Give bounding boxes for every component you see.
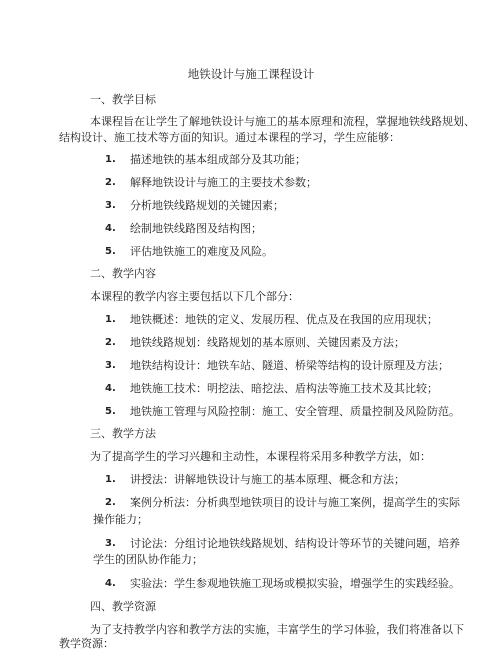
section-heading-content: 二、教学内容 [90, 267, 156, 280]
list-item-number: 3. [105, 538, 116, 549]
paragraph-line: 本课程的教学内容主要包括以下几个部分： [90, 290, 299, 303]
list-item: 讲授法：讲解地铁设计与施工的基本原理、概念和方法； [130, 473, 405, 486]
list-item: 地铁结构设计：地铁车站、隧道、桥梁等结构的设计原理及方法； [130, 359, 449, 372]
list-item-continuation: 学生的团队协作能力； [93, 553, 203, 566]
list-item: 地铁线路规划：线路规划的基本原则、关键因素及方法； [130, 336, 405, 349]
list-item: 分析地铁线路规划的关键因素； [130, 199, 284, 212]
paragraph-line: 为了支持教学内容和教学方法的实施，丰富学生的学习体验，我们将准备以下 [90, 623, 464, 636]
paragraph-line: 结构设计、施工技术等方面的知识。通过本课程的学习，学生应能够： [59, 131, 400, 144]
list-item: 评估地铁施工的难度及风险。 [130, 245, 273, 258]
list-item-number: 2. [105, 497, 116, 508]
list-item-number: 3. [105, 360, 116, 371]
list-item: 案例分析法：分析典型地铁项目的设计与施工案例，提高学生的实际 [130, 496, 460, 509]
list-item: 地铁施工技术：明挖法、暗挖法、盾构法等施工技术及其比较； [130, 382, 438, 395]
section-heading-objectives: 一、教学目标 [90, 93, 156, 106]
list-item-number: 1. [105, 154, 116, 165]
list-item-number: 2. [105, 177, 116, 188]
document-title: 地铁设计与施工课程设计 [187, 67, 315, 81]
list-item-continuation: 操作能力； [93, 513, 148, 526]
list-item: 描述地铁的基本组成部分及其功能； [130, 153, 306, 166]
list-item: 解释地铁设计与施工的主要技术参数； [130, 176, 317, 189]
section-heading-resources: 四、教学资源 [90, 600, 156, 613]
list-item-number: 1. [105, 474, 116, 485]
list-item-number: 5. [105, 246, 116, 257]
list-item: 地铁概述：地铁的定义、发展历程、优点及在我国的应用现状； [130, 313, 438, 326]
paragraph-line: 教学资源： [59, 637, 114, 650]
list-item: 讨论法：分组讨论地铁线路规划、结构设计等环节的关键问题，培养 [130, 537, 460, 550]
list-item-number: 4. [105, 578, 116, 589]
section-heading-methods: 三、教学方法 [90, 427, 156, 440]
paragraph-line: 为了提高学生的学习兴趣和主动性，本课程将采用多种教学方法，如： [90, 450, 431, 463]
list-item: 绘制地铁线路图及结构图； [130, 222, 262, 235]
list-item-number: 4. [105, 383, 116, 394]
paragraph-line: 本课程旨在让学生了解地铁设计与施工的基本原理和流程，掌握地铁线路规划、 [90, 115, 475, 128]
list-item: 地铁施工管理与风险控制：施工、安全管理、质量控制及风险防范。 [130, 405, 460, 418]
list-item: 实验法：学生参观地铁施工现场或模拟实验，增强学生的实践经验。 [130, 577, 460, 590]
list-item-number: 3. [105, 200, 116, 211]
list-item-number: 2. [105, 337, 116, 348]
list-item-number: 5. [105, 406, 116, 417]
list-item-number: 1. [105, 314, 116, 325]
list-item-number: 4. [105, 223, 116, 234]
